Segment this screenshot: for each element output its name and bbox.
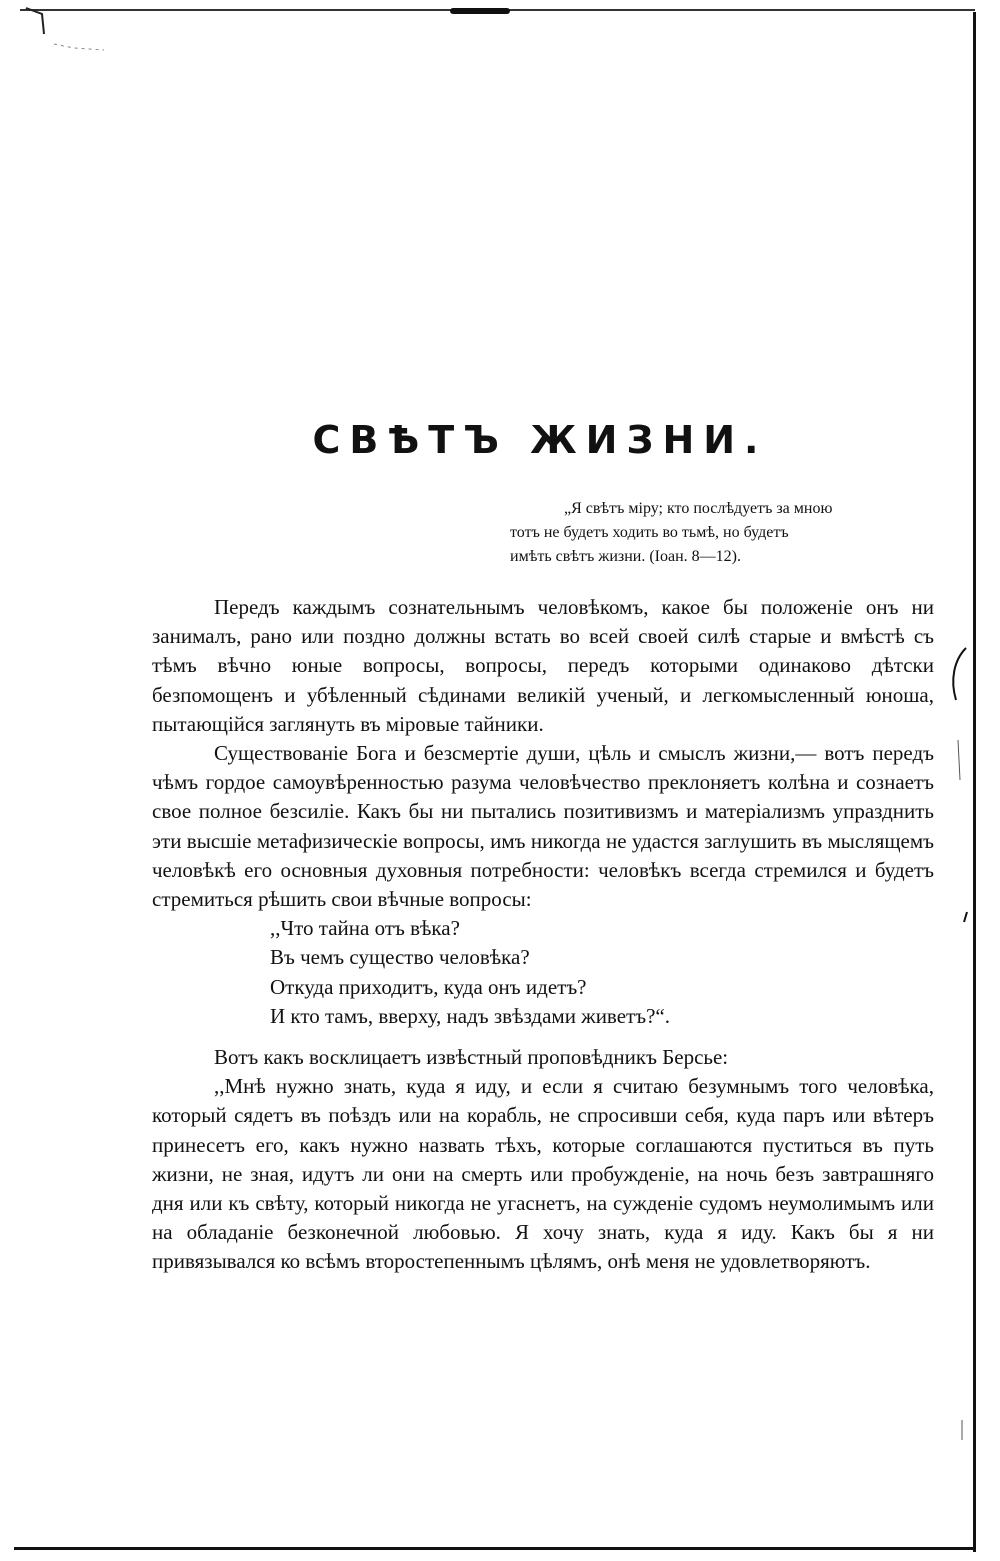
scan-margin-artifact xyxy=(940,640,970,1460)
epigraph xyxy=(510,497,940,569)
page-bottom-edge xyxy=(14,1547,976,1550)
spacer xyxy=(152,1031,934,1043)
paragraph: ,,Мнѣ нужно знать, куда я иду, и если я считаю безумнымъ того человѣка, который сядетъ въ поѣздъ или на корабль, не спросивши себя, куда паръ или вѣтеръ принесетъ его, какъ нужно назвать тѣхъ, которые соглашаются пуститься въ путь жизни, не зная, идутъ ли они на смерть или пробужденіе, на ночь безъ завтрашняго дня или къ свѣту, который никогда не угаснетъ, на сужденіе судомъ неумолимымъ или на обладаніе безконечной любовью. Я хочу знать, куда я иду. Какъ бы я ни привязывался ко всѣмъ второстепеннымъ цѣлямъ, онѣ меня не удовлетворяютъ. xyxy=(152,1074,934,1274)
paragraph: Передъ каждымъ сознательнымъ человѣкомъ, какое бы положеніе онъ ни занималъ, рано или поздно должны встать во всей своей силѣ старые и вмѣстѣ съ тѣмъ вѣчно юные вопросы, вопросы, передъ которыми одинаково дѣтски безпомощенъ и убѣленный сѣдинами великій ученый, и легкомысленный юноша, пытающійся заглянуть въ міровые тайники. xyxy=(152,595,934,736)
paragraph: Вотъ какъ восклицаетъ извѣстный проповѣдникъ Берсье: xyxy=(214,1045,729,1070)
scan-corner-artifact xyxy=(24,4,114,52)
verse-line: Откуда приходитъ, куда онъ идетъ? xyxy=(270,974,587,999)
verse-line: ,,Что тайна отъ вѣка? xyxy=(270,916,460,941)
page-top-mark xyxy=(450,8,510,14)
verse-line: И кто тамъ, вверху, надъ звѣздами живетъ?“. xyxy=(270,1003,670,1028)
page-right-edge xyxy=(973,12,976,1552)
epigraph-line: тотъ не будетъ ходить во тьмѣ, но будетъ xyxy=(510,524,789,541)
epigraph-line: имѣть свѣтъ жизни. (Іоан. 8—12). xyxy=(510,548,741,565)
epigraph-line: „Я свѣтъ міру; кто послѣдуетъ за мною xyxy=(564,500,833,517)
verse-line: Въ чемъ существо человѣка? xyxy=(270,945,530,970)
verse-quote xyxy=(270,914,934,1031)
chapter-title: СВѢТЪ ЖИЗНИ. xyxy=(312,418,768,462)
main-text xyxy=(152,593,934,1277)
paragraph: Существованіе Бога и безсмертіе души, цѣль и смыслъ жизни,— вотъ передъ чѣмъ гордое самоувѣренностью разума человѣчество преклоняетъ колѣна и сознаетъ свое полное безсиліе. Какъ бы ни пытались позитивизмъ и матеріализмъ упразднить эти высшіе метафизическіе вопросы, имъ никогда не удастся заглушить въ мыслящемъ человѣкѣ его основныя духовныя потребности: человѣкъ всегда стремился и будетъ стремиться рѣшить свои вѣчные вопросы: xyxy=(152,741,934,912)
